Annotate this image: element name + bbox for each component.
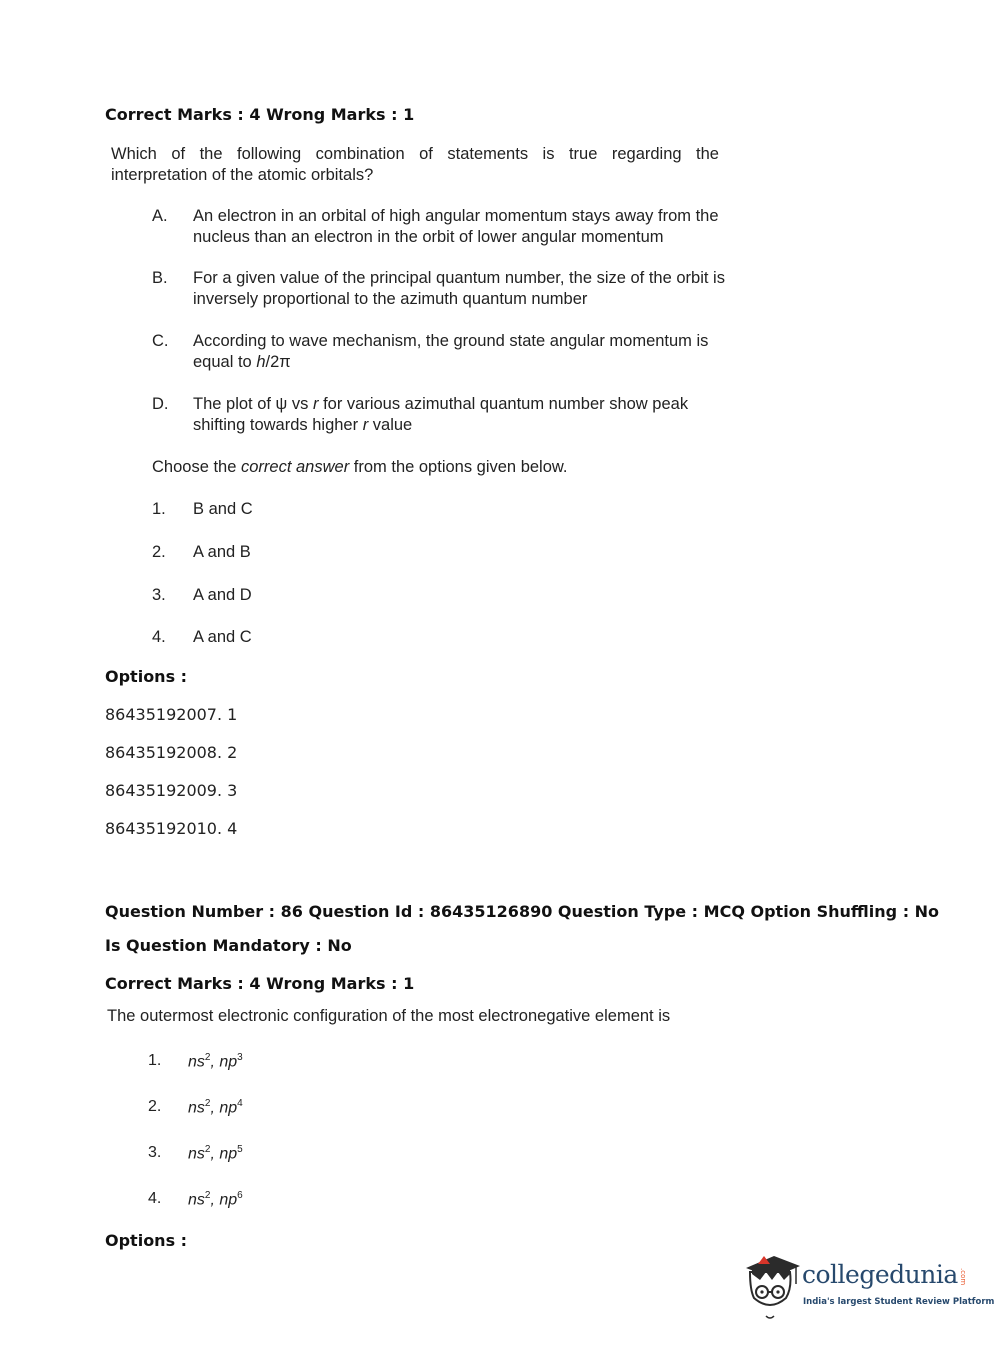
statement-label: C. bbox=[152, 332, 169, 350]
choice-number: 2. bbox=[148, 1098, 162, 1115]
choice-number: 1. bbox=[148, 1052, 162, 1069]
q85-options-label: Options : bbox=[105, 667, 188, 686]
collegedunia-logo[interactable] bbox=[740, 1250, 995, 1320]
choice-config: $ns^2$, $np^4$ bbox=[188, 1098, 243, 1117]
option-id: 86435192007. 1 bbox=[105, 705, 238, 724]
q85-marks: Correct Marks : 4 Wrong Marks : 1 bbox=[105, 105, 415, 124]
q86-marks: Correct Marks : 4 Wrong Marks : 1 bbox=[105, 974, 415, 993]
statement-text: For a given value of the principal quantum number, the size of the orbit is inversely proportional to the azimuth quantum number bbox=[193, 269, 725, 308]
choice-number: 3. bbox=[148, 1144, 162, 1161]
option-id: 86435192008. 2 bbox=[105, 743, 238, 762]
logo-tagline: India's largest Student Review Platform bbox=[803, 1297, 995, 1307]
choice-number: 4. bbox=[148, 1190, 162, 1207]
choice-number: 3. bbox=[152, 586, 166, 604]
logo-domain-suffix: .com bbox=[959, 1268, 967, 1286]
statement-label: B. bbox=[152, 269, 168, 287]
q85-choose-instruction: Choose the correct answer from the options given below. bbox=[152, 458, 568, 476]
logo-wordmark: collegedunia bbox=[802, 1260, 958, 1289]
statement-text: The plot of ψ vs r for various azimuthal quantum number show peak shifting towards higher r value bbox=[193, 395, 689, 434]
q86-mandatory: Is Question Mandatory : No bbox=[105, 936, 352, 955]
q86-options-label: Options : bbox=[105, 1231, 188, 1250]
statement-text: According to wave mechanism, the ground state angular momentum is equal to h/2π bbox=[193, 332, 709, 371]
q85-stem: Which of the following combination of statements is true regarding the interpretation of the atomic orbitals? bbox=[111, 145, 719, 184]
statement-label: A. bbox=[152, 207, 168, 225]
choice-number: 2. bbox=[152, 543, 166, 561]
choice-text: A and C bbox=[193, 628, 252, 646]
choice-config: $ns^2$, $np^3$ bbox=[188, 1052, 243, 1071]
choice-text: A and B bbox=[193, 543, 251, 561]
option-id: 86435192009. 3 bbox=[105, 781, 238, 800]
statement-text: An electron in an orbital of high angular momentum stays away from the nucleus than an electron in the orbit of lower angular momentum bbox=[193, 207, 719, 246]
choice-number: 4. bbox=[152, 628, 166, 646]
q86-stem: The outermost electronic configuration of the most electronegative element is bbox=[107, 1007, 671, 1025]
choice-text: A and D bbox=[193, 586, 252, 604]
choice-config: $ns^2$, $np^5$ bbox=[188, 1144, 243, 1163]
choice-number: 1. bbox=[152, 500, 166, 518]
choice-text: B and C bbox=[193, 500, 253, 518]
option-id: 86435192010. 4 bbox=[105, 819, 238, 838]
choice-config: $ns^2$, $np^6$ bbox=[188, 1190, 243, 1209]
student-mascot-icon bbox=[740, 1250, 802, 1320]
statement-label: D. bbox=[152, 395, 169, 413]
q86-header: Question Number : 86 Question Id : 86435126890 Question Type : MCQ Option Shuffling : No bbox=[105, 902, 940, 921]
